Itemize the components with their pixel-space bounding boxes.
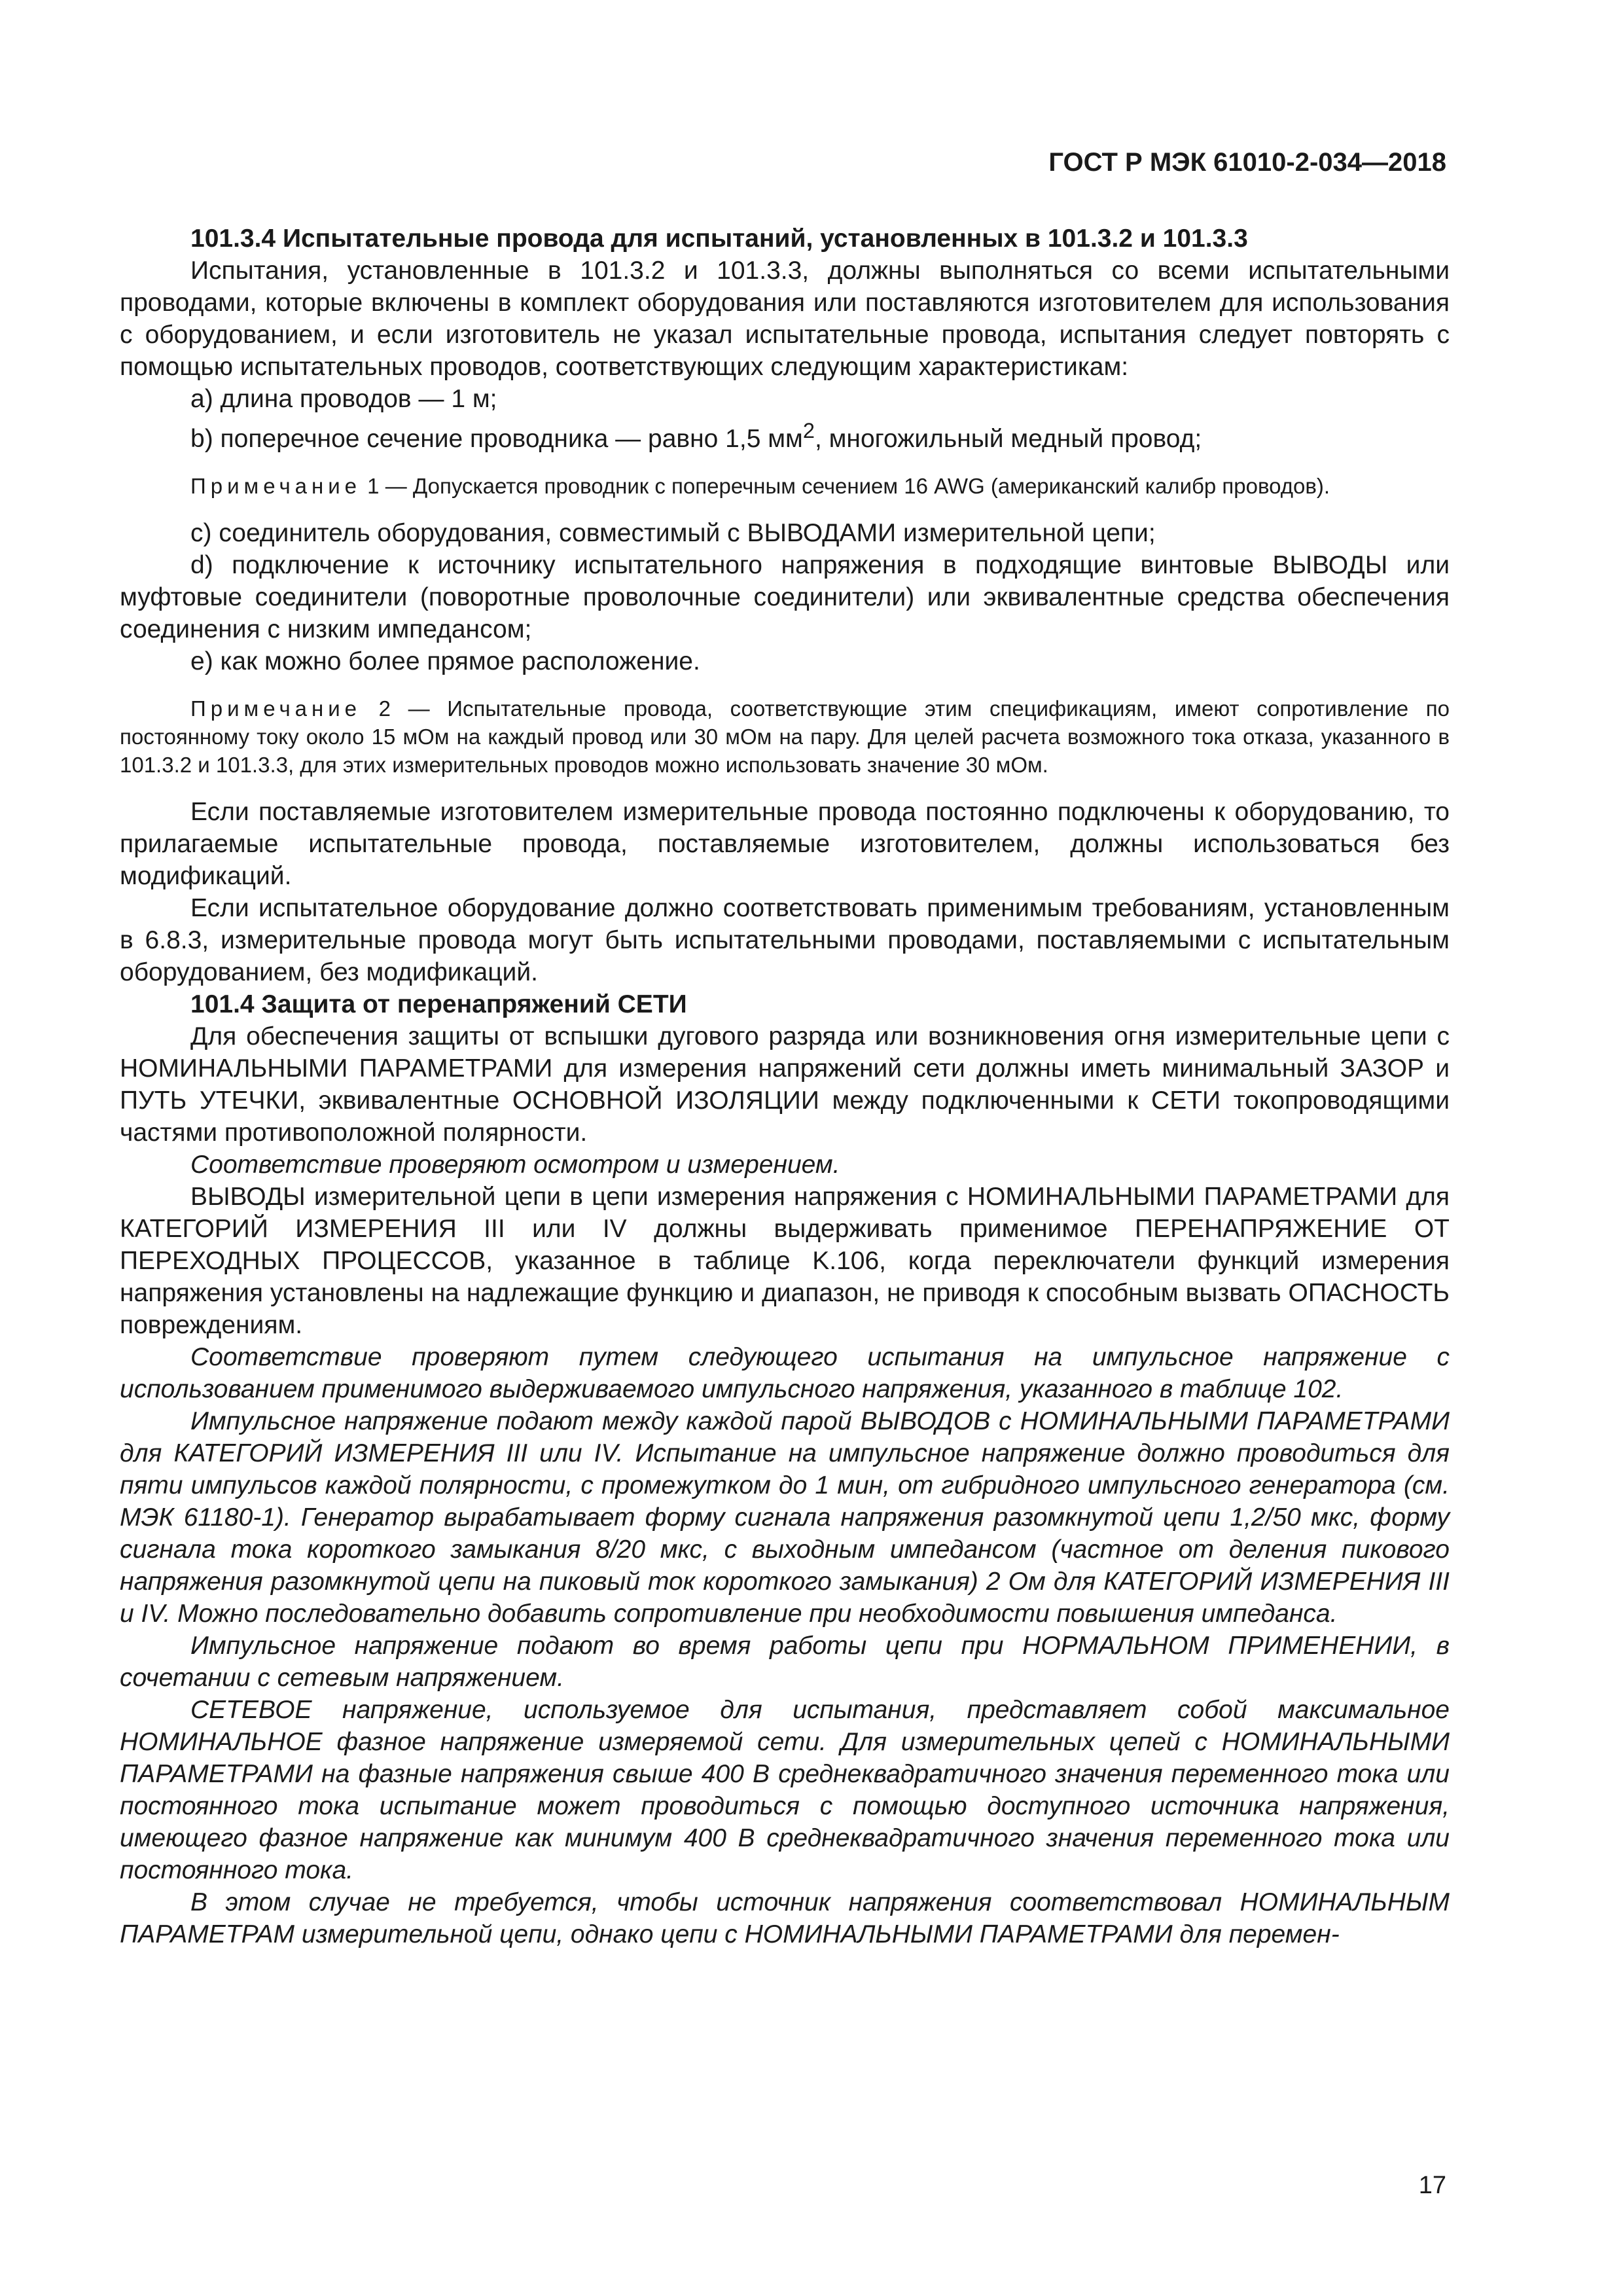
list-item-b-tail: , многожильный медный провод;	[814, 425, 1202, 453]
paragraph-italic: СЕТЕВОЕ напряжение, используемое для испытания, представляет собой максимальное НОМИНАЛЬНОЕ фазное напряжение измеряемой сети. Для измерительных цепей с НОМИНАЛЬНЫМИ ПАРАМЕТРАМИ на фазные напряжения свыше 400 В среднеквадратичного значения переменного тока или постоянного тока испытание может проводиться с помощью доступного источника напряжения, имеющего фазное напряжение как минимум 400 В среднеквадратичного значения переменного тока или постоянного тока.	[120, 1696, 1450, 1884]
document-body	[120, 223, 1450, 1950]
paragraph-italic: Импульсное напряжение подают во время работы цепи при НОРМАЛЬНОМ ПРИМЕНЕНИИ, в сочетании с сетевым напряжением.	[120, 1632, 1450, 1692]
list-item-c: c) соединитель оборудования, совместимый с ВЫВОДАМИ измерительной цепи;	[190, 519, 1156, 547]
paragraph: Если поставляемые изготовителем измерительные провода постоянно подключены к оборудованию, то прилагаемые испытательные провода, поставляемые изготовителем, должны использоваться без модификаций.	[120, 798, 1450, 890]
paragraph-italic: Импульсное напряжение подают между каждой парой ВЫВОДОВ с НОМИНАЛЬНЫМИ ПАРАМЕТРАМИ для КАТЕГОРИЙ ИЗМЕРЕНИЯ III или IV. Испытание на импульсное напряжение должно проводиться для пяти импульсов каждой полярности, с промежутком до 1 мин, от гибридного импульсного генератора (см. МЭК 61180-1). Генератор вырабатывает форму сигнала напряжения разомкнутой цепи 1,2/50 мкс, форму сигнала тока короткого замыкания 8/20 мкс, с выходным импедансом (частное от деления пикового напряжения разомкнутой цепи на пиковый ток короткого замыкания) 2 Ом для КАТЕГОРИЙ ИЗМЕРЕНИЯ III и IV. Можно последовательно добавить сопротивление при необходимости повышения импеданса.	[120, 1407, 1450, 1628]
document-header: ГОСТ Р МЭК 61010-2-034—2018	[1048, 148, 1446, 177]
paragraph: Если испытательное оборудование должно соответствовать применимым требованиям, установленным в 6.8.3, измерительные провода могут быть испытательными проводами, поставляемыми с испытательным оборудованием, без модификаций.	[120, 894, 1450, 986]
list-item-b	[120, 415, 1450, 455]
list-item-b-text: b) поперечное сечение проводника — равно 1,5 мм	[190, 425, 803, 453]
note-text: 1 — Допускается проводник с поперечным сечением 16 AWG (американский калибр проводов).	[361, 474, 1330, 498]
note-text: 2 — Испытательные провода, соответствующие этим спецификациям, имеют сопротивление по постоянному току около 15 мОм на каждый провод или 30 мОм на пару. Для целей расчета возможного тока отказа, указанного в 101.3.2 и 101.3.3, для этих измерительных проводов можно использовать значение 30 мОм.	[120, 696, 1450, 777]
paragraph-italic: Соответствие проверяют осмотром и измерением.	[190, 1151, 840, 1179]
paragraph-italic: Соответствие проверяют путем следующего испытания на импульсное напряжение с использованием применимого выдерживаемого импульсного напряжения, указанного в таблице 102.	[120, 1343, 1450, 1403]
paragraph: ВЫВОДЫ измерительной цепи в цепи измерения напряжения с НОМИНАЛЬНЫМИ ПАРАМЕТРАМИ для КАТЕГОРИЙ ИЗМЕРЕНИЯ III или IV должны выдерживать применимое ПЕРЕНАПРЯЖЕНИЕ ОТ ПЕРЕХОДНЫХ ПРОЦЕССОВ, указанное в таблице K.106, когда переключатели функций измерения напряжения установлены на надлежащие функцию и диапазон, не приводя к способным вызвать ОПАСНОСТЬ повреждениям.	[120, 1183, 1450, 1339]
note-2	[120, 694, 1450, 779]
paragraph-italic: В этом случае не требуется, чтобы источник напряжения соответствовал НОМИНАЛЬНЫМ ПАРАМЕТРАМ измерительной цепи, однако цепи с НОМИНАЛЬНЫМИ ПАРАМЕТРАМИ для перемен-	[120, 1888, 1450, 1948]
note-label: Примечание	[190, 474, 362, 498]
note-1	[120, 472, 1450, 500]
section-heading-101-4: 101.4 Защита от перенапряжений СЕТИ	[190, 990, 687, 1018]
superscript: 2	[802, 419, 815, 442]
list-item-d: d) подключение к источнику испытательного напряжения в подходящие винтовые ВЫВОДЫ или муфтовые соединители (поворотные проволочные соединители) или эквивалентные средства обеспечения соединения с низким импедансом;	[120, 551, 1450, 643]
list-item-e: e) как можно более прямое расположение.	[190, 647, 700, 675]
section-heading-101-3-4: 101.3.4 Испытательные провода для испытаний, установленных в 101.3.2 и 101.3.3	[190, 224, 1248, 253]
note-label: Примечание	[190, 696, 362, 721]
paragraph: Для обеспечения защиты от вспышки дугового разряда или возникновения огня измерительные цепи с НОМИНАЛЬНЫМИ ПАРАМЕТРАМИ для измерения напряжений сети должны иметь минимальный ЗАЗОР и ПУТЬ УТЕЧКИ, эквивалентные ОСНОВНОЙ ИЗОЛЯЦИИ между подключенными к СЕТИ токопроводящими частями противоположной полярности.	[120, 1022, 1450, 1147]
page-number: 17	[1418, 2172, 1446, 2199]
paragraph: Испытания, установленные в 101.3.2 и 101.3.3, должны выполняться со всеми испытательными проводами, которые включены в комплект оборудования или поставляются изготовителем для использования с оборудованием, и если изготовитель не указал испытательные провода, испытания следует повторять с помощью испытательных проводов, соответствующих следующим характеристикам:	[120, 257, 1450, 381]
list-item-a: a) длина проводов — 1 м;	[190, 385, 497, 413]
